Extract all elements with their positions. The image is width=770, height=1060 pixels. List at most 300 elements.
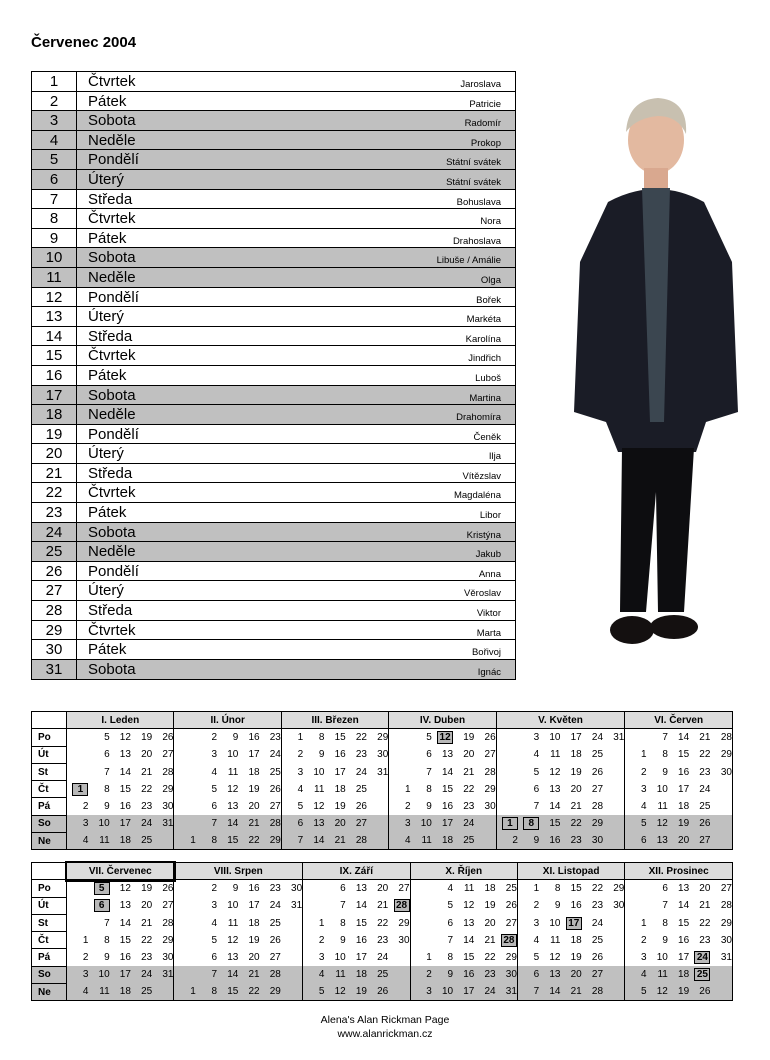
- weekday-label: Út: [32, 746, 67, 763]
- calendar-day: [174, 763, 196, 780]
- calendar-day: 16: [441, 801, 454, 813]
- calendar-day: [689, 966, 710, 983]
- calendar-day: 15: [570, 883, 582, 895]
- calendar-day: [388, 984, 410, 1001]
- calendar-day: 27: [398, 883, 410, 895]
- day-name: Pondělí: [88, 425, 139, 443]
- calendar-day: 23: [269, 732, 281, 744]
- calendar-day: 6: [447, 917, 454, 929]
- calendar-day: 14: [119, 917, 131, 929]
- calendar-day: 13: [227, 801, 239, 813]
- calendar-day: 22: [699, 749, 711, 761]
- calendar-day: [710, 984, 732, 1001]
- calendar-day: 11: [227, 917, 239, 929]
- calendar-day: 5: [303, 984, 325, 1001]
- day-row: [32, 464, 515, 484]
- calendar-day: 25: [269, 917, 281, 929]
- calendar-day: [303, 897, 325, 914]
- day-name: Pondělí: [88, 151, 139, 169]
- weekday-label: Čt: [32, 781, 67, 798]
- calendar-day: 28: [582, 984, 603, 1001]
- calendar-day: 29: [377, 732, 389, 744]
- name-day: Drahomíra: [456, 412, 501, 424]
- highlighted-day: 28: [394, 899, 410, 912]
- calendar-day: 13: [463, 917, 475, 929]
- calendar-day: 11: [550, 749, 561, 761]
- calendar-day: 7: [196, 815, 217, 832]
- calendar-day: [603, 984, 625, 1001]
- calendar-day: 23: [355, 749, 367, 761]
- day-row: [32, 229, 515, 249]
- name-day: Ignác: [477, 666, 501, 678]
- calendar-day: 7: [662, 900, 668, 912]
- calendar-day: 30: [377, 749, 389, 761]
- month-name: I. Leden: [67, 712, 174, 729]
- calendar-day: 10: [88, 966, 109, 983]
- day-row: [32, 581, 515, 601]
- calendar-day: 21: [141, 917, 153, 929]
- calendar-day: [710, 815, 732, 832]
- highlighted-day: 24: [694, 951, 710, 964]
- calendar-day: 21: [570, 801, 582, 813]
- calendar-day: 8: [340, 917, 346, 929]
- calendar-day: 2: [211, 732, 218, 744]
- weekday-label: Ne: [32, 833, 67, 850]
- calendar-day: 24: [131, 966, 152, 983]
- name-day: Viktor: [476, 608, 501, 620]
- calendar-day: 5: [104, 732, 110, 744]
- calendar-day: 23: [560, 833, 581, 850]
- calendar-day: 27: [591, 783, 604, 795]
- calendar-day: 31: [291, 900, 303, 912]
- name-day: Radomír: [464, 118, 501, 130]
- name-day: Nora: [480, 216, 501, 228]
- day-name: Pátek: [88, 92, 127, 110]
- calendar-day: 12: [549, 952, 561, 964]
- calendar-day: 17: [678, 783, 690, 795]
- calendar-day: 1: [303, 914, 325, 931]
- calendar-day: 10: [411, 815, 432, 832]
- month-name: VI. Červen: [625, 712, 733, 729]
- calendar-day: 24: [474, 984, 495, 1001]
- calendar-day: 22: [463, 783, 475, 795]
- day-name: Středa: [88, 327, 133, 345]
- calendar-day: [496, 781, 518, 798]
- calendar-day: 11: [657, 801, 668, 813]
- calendar-day: 9: [662, 766, 668, 778]
- calendar-day: 1: [67, 932, 89, 949]
- calendar-day: 3: [625, 781, 647, 798]
- calendar-day: [496, 729, 518, 746]
- calendar-day: 29: [505, 952, 517, 964]
- day-name: Úterý: [88, 445, 124, 463]
- day-number: 4: [32, 131, 77, 150]
- month-name: IV. Duben: [389, 712, 496, 729]
- calendar-day: 13: [119, 900, 131, 912]
- calendar-day: 11: [647, 966, 668, 983]
- calendar-day: 6: [211, 801, 218, 813]
- calendar-day: [389, 763, 411, 780]
- month-name: IX. Září: [303, 863, 410, 880]
- day-row: [32, 366, 515, 386]
- name-day: Patricie: [469, 98, 501, 110]
- name-day: Bořek: [476, 294, 501, 306]
- calendar-day: 16: [453, 966, 474, 983]
- calendar-day: 14: [441, 766, 454, 778]
- calendar-day: 1: [389, 781, 411, 798]
- calendar-day: 21: [463, 766, 475, 778]
- weekday-label: So: [32, 966, 67, 983]
- calendar-day: [560, 914, 581, 931]
- day-name: Pondělí: [88, 288, 139, 306]
- calendar-day: 5: [625, 815, 647, 832]
- calendar-day: 19: [141, 732, 153, 744]
- month-name: II. Únor: [174, 712, 281, 729]
- calendar-day: 17: [453, 984, 474, 1001]
- day-number: 8: [32, 209, 77, 228]
- calendar-day: 31: [152, 966, 174, 983]
- calendar-day: 28: [484, 766, 496, 778]
- calendar-day: 3: [67, 966, 89, 983]
- calendar-day: 22: [591, 883, 604, 895]
- calendar-day: [174, 781, 196, 798]
- name-day: Olga: [480, 274, 501, 286]
- calendar-day: 26: [355, 801, 367, 813]
- calendar-day: 28: [591, 801, 604, 813]
- calendar-day: 12: [119, 732, 131, 744]
- calendar-day: 19: [346, 984, 367, 1001]
- calendar-day: 2: [211, 883, 218, 895]
- calendar-day: 30: [398, 934, 410, 946]
- day-name: Čtvrtek: [88, 484, 136, 502]
- day-name: Středa: [88, 602, 133, 620]
- calendar-day: 20: [324, 815, 345, 832]
- calendar-day: 10: [432, 984, 453, 1001]
- calendar-day: 21: [238, 815, 259, 832]
- calendar-day: 7: [517, 984, 539, 1001]
- calendar-day: 28: [162, 766, 174, 778]
- calendar-day: 19: [334, 801, 346, 813]
- calendar-day: 14: [355, 900, 367, 912]
- calendar-day: 23: [699, 934, 711, 946]
- day-name: Pátek: [88, 366, 127, 384]
- calendar-day: 3: [389, 815, 411, 832]
- name-day: Anna: [478, 568, 501, 580]
- calendar-day: 20: [463, 749, 475, 761]
- day-name: Čtvrtek: [88, 347, 136, 365]
- calendar-day: 31: [152, 815, 174, 832]
- day-row: [32, 248, 515, 268]
- name-day: Jaroslava: [460, 79, 501, 90]
- calendar-day: [603, 746, 625, 763]
- calendar-day: 20: [699, 883, 711, 895]
- calendar-day: 14: [549, 801, 561, 813]
- calendar-day: 16: [678, 766, 690, 778]
- calendar-day: [367, 815, 389, 832]
- calendar-day: [367, 833, 389, 850]
- calendar-day: 28: [260, 966, 281, 983]
- footer-url[interactable]: www.alanrickman.cz: [337, 1028, 433, 1040]
- month-name: VIII. Srpen: [174, 863, 303, 880]
- calendar-day: [496, 798, 518, 815]
- calendar-day: [174, 798, 196, 815]
- day-number: 3: [32, 111, 77, 130]
- calendar-day: [432, 729, 453, 746]
- calendar-day: 11: [88, 984, 109, 1001]
- calendar-day: 12: [647, 984, 668, 1001]
- calendar-day: [603, 833, 625, 850]
- day-number: 23: [32, 503, 77, 522]
- calendar-day: 26: [269, 783, 281, 795]
- calendar-day: 31: [496, 984, 518, 1001]
- name-day: Bohuslava: [456, 196, 501, 208]
- calendar-day: 1: [174, 833, 196, 850]
- day-name: Středa: [88, 190, 133, 208]
- day-number: 11: [32, 268, 77, 287]
- calendar-day: 12: [549, 766, 561, 778]
- day-number: 9: [32, 229, 77, 248]
- day-row: [32, 131, 515, 151]
- calendar-day: 15: [678, 749, 690, 761]
- calendar-day: [710, 833, 732, 850]
- calendar-day: [474, 815, 496, 832]
- calendar-day: 6: [211, 952, 218, 964]
- calendar-day: 26: [484, 732, 496, 744]
- calendar-day: [388, 897, 410, 914]
- calendar-day: 4: [625, 966, 647, 983]
- calendar-day: 26: [162, 732, 174, 744]
- calendar-day: [603, 949, 625, 966]
- calendar-day: 6: [340, 883, 346, 895]
- day-number: 5: [32, 150, 77, 169]
- calendar-day: 22: [377, 917, 389, 929]
- calendar-day: 10: [656, 952, 668, 964]
- highlighted-day: 28: [501, 934, 517, 947]
- calendar-day: 13: [227, 952, 239, 964]
- calendar-day: 30: [162, 952, 174, 964]
- calendar-day: 6: [281, 815, 303, 832]
- calendar-day: 26: [591, 766, 604, 778]
- calendar-day: 12: [324, 984, 345, 1001]
- calendar-day: 1: [174, 984, 196, 1001]
- calendar-day: 9: [432, 966, 453, 983]
- calendar-day: 7: [426, 766, 432, 778]
- calendar-day: [303, 880, 325, 897]
- calendar-day: 13: [678, 883, 690, 895]
- day-name: Pátek: [88, 504, 127, 522]
- name-day: Státní svátek: [446, 176, 501, 188]
- calendar-day: 26: [162, 883, 174, 895]
- calendar-day: 29: [720, 917, 732, 929]
- calendar-day: 10: [656, 783, 668, 795]
- calendar-day: [67, 763, 89, 780]
- calendar-day: 10: [227, 749, 239, 761]
- calendar-day: 20: [248, 801, 260, 813]
- calendar-day: 12: [119, 883, 131, 895]
- calendar-day: 8: [662, 917, 668, 929]
- calendar-day: 17: [355, 952, 367, 964]
- calendar-day: 8: [318, 732, 325, 744]
- calendar-day: 13: [303, 815, 324, 832]
- name-day: Věroslav: [464, 588, 501, 600]
- day-number: 20: [32, 444, 77, 463]
- day-row: [32, 562, 515, 582]
- calendar-day: 30: [613, 900, 625, 912]
- calendar-day: 30: [484, 801, 496, 813]
- footer-site-name: Alena's Alan Rickman Page: [320, 1014, 450, 1026]
- calendar-day: [474, 833, 496, 850]
- day-name: Úterý: [88, 170, 124, 188]
- name-day: Martina: [469, 392, 501, 404]
- name-day: Libuše / Amálie: [436, 255, 501, 267]
- highlighted-day: 17: [566, 917, 582, 930]
- calendar-day: 25: [591, 749, 604, 761]
- page-title: Červenec 2004: [31, 34, 137, 51]
- calendar-day: 7: [447, 934, 454, 946]
- calendar-day: 31: [720, 952, 732, 964]
- calendar-day: 10: [313, 766, 325, 778]
- calendar-day: [367, 781, 389, 798]
- day-name: Neděle: [88, 131, 136, 149]
- calendar-day: 7: [662, 732, 668, 744]
- day-name: Středa: [88, 464, 133, 482]
- month-name: XII. Prosinec: [625, 863, 733, 880]
- calendar-day: [388, 966, 410, 983]
- calendar-day: 26: [591, 952, 604, 964]
- day-number: 24: [32, 523, 77, 542]
- weekday-label: Út: [32, 897, 67, 914]
- calendar-day: [281, 949, 303, 966]
- name-day: Jakub: [475, 549, 501, 561]
- calendar-day: 20: [248, 952, 260, 964]
- calendar-day: 29: [260, 833, 282, 850]
- weekday-label: Pá: [32, 949, 67, 966]
- calendar-day: 15: [678, 917, 690, 929]
- footer: [0, 1013, 770, 1041]
- calendar-day: 27: [346, 815, 367, 832]
- calendar-day: 24: [269, 900, 281, 912]
- calendar-day: 24: [131, 815, 152, 832]
- calendar-day: 17: [248, 749, 260, 761]
- month-name: XI. Listopad: [517, 863, 624, 880]
- calendar-day: 13: [441, 749, 454, 761]
- calendar-day: 24: [355, 766, 367, 778]
- calendar-day: [603, 798, 625, 815]
- calendar-day: [603, 932, 625, 949]
- day-number: 16: [32, 366, 77, 385]
- calendar-day: 18: [334, 783, 346, 795]
- calendar-day: [67, 880, 89, 897]
- calendar-day: [625, 729, 647, 746]
- calendar-day: [496, 932, 518, 949]
- day-row: [32, 425, 515, 445]
- calendar-day: 1: [625, 746, 647, 763]
- calendar-day: 10: [549, 732, 561, 744]
- day-list: [31, 71, 516, 680]
- day-number: 28: [32, 601, 77, 620]
- calendar-day: 9: [104, 952, 110, 964]
- calendar-day: 19: [248, 783, 260, 795]
- calendar-day: 16: [248, 732, 260, 744]
- day-row: [32, 72, 515, 92]
- day-number: 25: [32, 542, 77, 561]
- calendar-day: 18: [248, 917, 260, 929]
- calendar-day: 4: [625, 798, 647, 815]
- calendar-day: 7: [196, 966, 217, 983]
- calendar-day: 3: [410, 984, 432, 1001]
- calendar-day: 14: [539, 984, 560, 1001]
- day-number: 10: [32, 248, 77, 267]
- calendar-day: 5: [211, 783, 218, 795]
- calendar-day: 2: [67, 798, 89, 815]
- calendar-day: 3: [67, 815, 89, 832]
- calendar-day: 22: [699, 917, 711, 929]
- calendar-day: 4: [67, 833, 89, 850]
- calendar-day: 3: [533, 732, 540, 744]
- name-day: Kristýna: [466, 529, 501, 541]
- calendar-day: [152, 833, 174, 850]
- weekday-label: St: [32, 763, 67, 780]
- calendar-day: 3: [625, 949, 647, 966]
- calendar-day: 28: [720, 732, 732, 744]
- month-name: VII. Červenec: [67, 863, 174, 880]
- calendar-day: [603, 966, 625, 983]
- calendar-day: [603, 914, 625, 931]
- calendar-day: 24: [591, 917, 604, 929]
- calendar-day: 2: [517, 897, 539, 914]
- calendar-day: 21: [560, 984, 581, 1001]
- calendar-day: 11: [227, 766, 239, 778]
- calendar-day: 21: [324, 833, 345, 850]
- calendar-day: [410, 932, 432, 949]
- calendar-day: 12: [227, 934, 239, 946]
- calendar-day: 11: [411, 833, 432, 850]
- calendar-day: 26: [505, 900, 517, 912]
- calendar-day: 9: [518, 833, 539, 850]
- name-day: Jindřich: [468, 353, 501, 365]
- day-row: [32, 621, 515, 641]
- calendar-day: 30: [291, 883, 303, 895]
- calendar-day: 27: [505, 917, 517, 929]
- calendar-day: 12: [227, 783, 239, 795]
- calendar-day: 1: [281, 729, 303, 746]
- calendar-day: [174, 914, 196, 931]
- calendar-day: 15: [539, 815, 560, 832]
- calendar-day: 3: [281, 763, 303, 780]
- calendar-day: 23: [141, 952, 153, 964]
- name-day: Magdaléna: [453, 490, 501, 502]
- calendar-day: 5: [533, 766, 540, 778]
- weekday-label: Ne: [32, 984, 67, 1001]
- calendar-day: 21: [141, 766, 153, 778]
- calendar-day: [174, 815, 196, 832]
- calendar-day: [88, 880, 109, 897]
- day-name: Čtvrtek: [88, 210, 136, 228]
- calendar-day: 29: [162, 934, 174, 946]
- calendar-day: 19: [570, 952, 582, 964]
- highlighted-day: 1: [502, 817, 518, 830]
- calendar-day: 15: [441, 783, 454, 795]
- calendar-day: 24: [453, 815, 474, 832]
- calendar-day: 16: [248, 883, 260, 895]
- day-number: 13: [32, 307, 77, 326]
- calendar-day: [410, 880, 432, 897]
- day-row: [32, 327, 515, 347]
- calendar-day: 4: [211, 917, 218, 929]
- calendar-day: 8: [104, 934, 110, 946]
- day-row: [32, 405, 515, 425]
- calendar-day: 29: [162, 783, 174, 795]
